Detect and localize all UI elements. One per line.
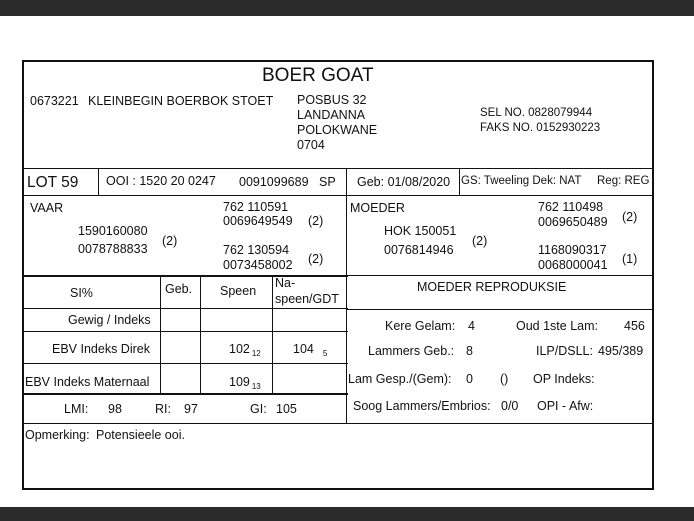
lmi-label: LMI: — [64, 402, 89, 416]
frame-bottom — [22, 488, 654, 490]
birth-date: Geb: 01/08/2020 — [357, 175, 451, 189]
vaar-dam-id-2: 0073458002 — [223, 258, 293, 272]
ilp-label: ILP/DSLL: — [536, 344, 593, 358]
lam-gesp-paren: () — [500, 372, 509, 386]
remark-text: Potensieele ooi. — [96, 428, 185, 442]
top-dark-band — [0, 0, 694, 16]
registration: Reg: REG — [597, 175, 650, 187]
bottom-dark-band — [0, 507, 694, 521]
frame-top — [22, 60, 654, 62]
soog-label: Soog Lammers/Embrios: — [353, 399, 491, 413]
si-table-bottom — [22, 393, 348, 395]
speen-header: Speen — [220, 284, 257, 298]
row-direk-label: EBV Indeks Direk — [52, 342, 150, 356]
kere-gelam-value: 4 — [468, 319, 475, 333]
lot-number: LOT 59 — [27, 174, 79, 191]
moeder-count: (2) — [472, 234, 488, 248]
lot-row-bottom-line — [22, 195, 654, 196]
moeder-dam-id-2: 0068000041 — [538, 258, 608, 272]
moeder-sire-count: (2) — [622, 210, 638, 224]
remark-label: Opmerking: — [25, 428, 90, 442]
repro-top-line — [346, 275, 654, 276]
oud-lam-value: 456 — [624, 319, 645, 333]
moeder-sire-id-1: 762 110498 — [538, 200, 604, 214]
vaar-sire-count: (2) — [308, 214, 324, 228]
gi-label: GI: — [250, 402, 267, 416]
naspeen-header-1: Na- — [275, 276, 296, 290]
geb-header: Geb. — [165, 282, 193, 296]
si-col-line-2 — [200, 275, 201, 393]
lot-row-top-line — [22, 168, 654, 169]
maternaal-speen-value: 109 $_{13}$ — [229, 375, 261, 391]
si-col-line-3 — [272, 275, 273, 393]
ooi-id: 0091099689 — [239, 175, 309, 189]
oud-lam-label: Oud 1ste Lam: — [516, 319, 598, 333]
address-line-2: LANDANNA — [297, 108, 366, 122]
moeder-dam-id-1: 1168090317 — [538, 243, 607, 257]
address-line-3: POLOKWANE — [297, 123, 378, 137]
si-table-top — [22, 275, 348, 277]
address-line-1: POSBUS 32 — [297, 93, 367, 107]
moeder-label: MOEDER — [350, 201, 405, 215]
naspeen-header-2: speen/GDT — [275, 292, 339, 306]
lam-gesp-label: Lam Gesp./(Gem): — [348, 372, 452, 386]
lmi-value: 98 — [108, 402, 122, 416]
stud-name: KLEINBEGIN BOERBOK STOET — [88, 94, 274, 108]
lam-gesp-value: 0 — [466, 372, 473, 386]
owner-code: 0673221 — [30, 94, 79, 108]
remark-top-line — [22, 423, 654, 424]
lot-divider-3 — [459, 168, 460, 195]
moeder-dam-count: (1) — [622, 252, 638, 266]
vaar-label: VAAR — [30, 201, 64, 215]
direk-speen-value: 102 $_{12}$ — [229, 342, 261, 358]
vaar-id-1: 1590160080 — [78, 224, 148, 238]
moeder-sire-id-2: 0069650489 — [538, 215, 608, 229]
ilp-value: 495/389 — [598, 344, 644, 358]
lot-divider-1 — [98, 168, 99, 195]
vaar-dam-count: (2) — [308, 252, 324, 266]
op-indeks-label: OP Indeks: — [533, 372, 595, 386]
moeder-id-1: HOK 150051 — [384, 224, 457, 238]
opi-label: OPI - Afw: — [537, 399, 594, 413]
ri-label: RI: — [155, 402, 171, 416]
vaar-sire-id-1: 762 110591 — [223, 200, 289, 214]
row-gewig-label: Gewig / Indeks — [68, 313, 151, 327]
lammers-geb-value: 8 — [466, 344, 473, 358]
repro-title-line — [346, 309, 654, 310]
ooi-number: OOI : 1520 20 0247 — [106, 174, 216, 188]
lot-divider-2 — [346, 168, 347, 195]
ooi-suffix: SP — [319, 175, 336, 189]
faks-number: FAKS NO. 0152930223 — [480, 122, 601, 134]
gi-value: 105 — [276, 402, 297, 416]
vaar-dam-id-1: 762 130594 — [223, 243, 290, 257]
soog-value: 0/0 — [501, 399, 519, 413]
si-row-line-3 — [22, 363, 348, 364]
birth-status: GS: Tweeling Dek: NAT — [461, 175, 582, 187]
si-row-line-2 — [22, 331, 348, 332]
moeder-id-2: 0076814946 — [384, 243, 454, 257]
address-line-4: 0704 — [297, 138, 325, 152]
row-maternaal-label: EBV Indeks Maternaal — [25, 375, 150, 389]
direk-naspeen-value: 104 $_5$ — [293, 342, 328, 358]
si-col-line-1 — [160, 275, 161, 393]
vaar-count: (2) — [162, 234, 178, 248]
ri-value: 97 — [184, 402, 198, 416]
si-header: SI% — [70, 286, 93, 300]
lammers-geb-label: Lammers Geb.: — [368, 344, 455, 358]
vaar-id-2: 0078788833 — [78, 242, 148, 256]
vaar-sire-id-2: 0069649549 — [223, 214, 293, 228]
page-title: BOER GOAT — [262, 65, 374, 86]
sel-number: SEL NO. 0828079944 — [480, 107, 593, 119]
repro-title: MOEDER REPRODUKSIE — [417, 280, 567, 294]
kere-gelam-label: Kere Gelam: — [385, 319, 456, 333]
si-row-line-1 — [22, 308, 348, 309]
